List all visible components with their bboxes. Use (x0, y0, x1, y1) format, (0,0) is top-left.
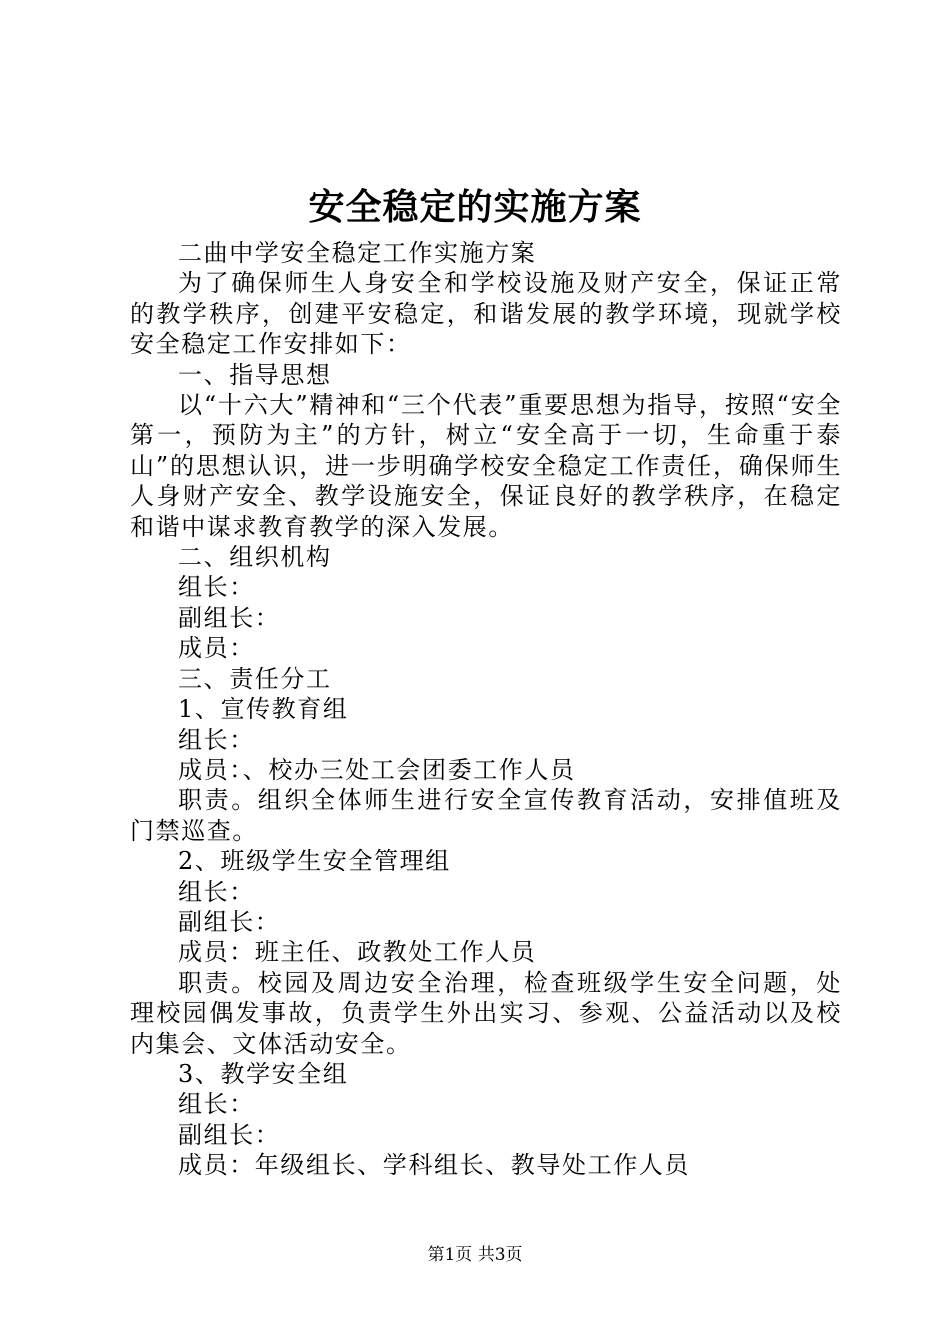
body-paragraph: 组长： (178, 877, 255, 906)
body-paragraph: 以“十六大”精神和“三个代表”重要思想为指导，按照“安全第一，预防为主”的方针，树立“安全高于一切，生命重于泰山”的思想认识，进一步明确学校安全稳定工作责任，确保师生人身财产安全、教学设施安全，保证良好的教学秩序，在稳定和谐中谋求教育教学的深入发展。 (130, 391, 842, 541)
body-paragraph: 副组长： (178, 603, 281, 632)
subsection-heading: 1、宣传教育组 (178, 695, 349, 724)
body-paragraph: 成员：班主任、政教处工作人员 (178, 938, 537, 967)
body-paragraph: 二曲中学安全稳定工作实施方案 (178, 239, 537, 267)
body-paragraph: 副组长： (178, 907, 281, 936)
section-heading: 二、组织机构 (178, 543, 332, 572)
section-heading: 一、指导思想 (178, 360, 332, 389)
body-paragraph: 副组长： (178, 1120, 281, 1149)
body-paragraph: 组长： (178, 573, 255, 602)
document-title: 安全稳定的实施方案 (308, 186, 642, 228)
body-paragraph: 为了确保师生人身安全和学校设施及财产安全，保证正常的教学秩序，创建平安稳定，和谐发展的教学环境，现就学校安全稳定工作安排如下： (130, 269, 842, 359)
page-footer: 第1页 共3页 (427, 1245, 523, 1265)
document-body (130, 238, 842, 1181)
subsection-heading: 2、班级学生安全管理组 (178, 847, 451, 876)
body-paragraph: 职责。校园及周边安全治理，检查班级学生安全问题，处理校园偶发事故，负责学生外出实习、参观、公益活动以及校内集会、文体活动安全。 (130, 968, 842, 1058)
body-paragraph: 组长： (178, 725, 255, 754)
subsection-heading: 3、教学安全组 (178, 1059, 349, 1088)
section-heading: 三、责任分工 (178, 664, 332, 693)
body-paragraph: 成员： (178, 634, 255, 663)
body-paragraph: 职责。组织全体师生进行安全宣传教育活动，安排值班及门禁巡查。 (130, 786, 842, 845)
body-paragraph: 成员：、校办三处工会团委工作人员 (178, 755, 576, 784)
body-paragraph: 成员：年级组长、学科组长、教导处工作人员 (178, 1151, 690, 1180)
body-paragraph: 组长： (178, 1090, 255, 1119)
